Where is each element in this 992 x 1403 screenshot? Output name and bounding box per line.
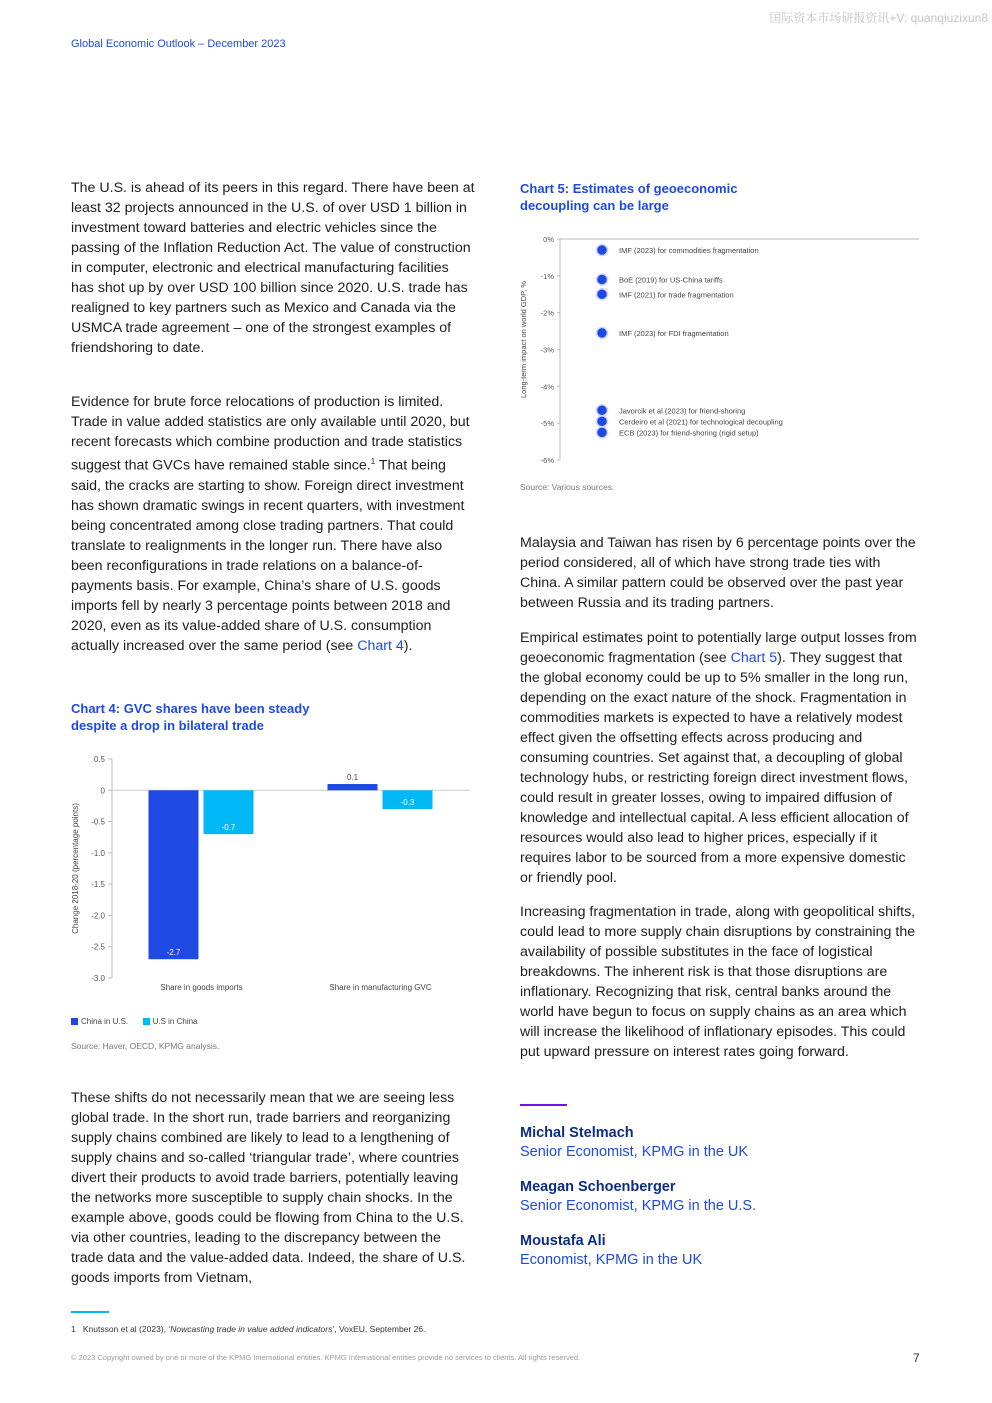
left-paragraph-1: The U.S. is ahead of its peers in this regard. There have been at least 32 projects announced in the U.S. of over USD 1 billion in investment toward batteries and electric vehicles since the passing of the Inflation Reduction Act. The value of construction in computer, electronic and electrical manufacturing facilities has shot up by over USD 100 billion since 2020. U.S. trade has realigned to key partners such as Mexico and Canada via the USMCA trade agreement – one of the strongest examples of friendshoring to date. — [71, 180, 475, 356]
left-paragraph-3: These shifts do not necessarily mean that we are seeing less global trade. In the short run, trade barriers and reorganizing supply chains combined are likely to lead to a lengthening of supply chains and so-called ‘triangular trade’, where countries divert their products to avoid trade barriers, potentially leaving the networks more susceptible to supply chain shocks. In the example above, goods could be flowing from China to the U.S. via other countries, leading to the discrepancy between the trade data and the value-added data. Indeed, the share of U.S. goods imports from Vietnam, — [71, 1090, 466, 1286]
right-paragraph-2 — [520, 628, 920, 888]
chart5-title-line-1: Chart 5: Estimates of geoeconomic — [520, 181, 738, 196]
scatter-point — [597, 327, 608, 338]
y-tick-label: -6% — [540, 456, 554, 465]
point-label: IMF (2023) for FDI fragmentation — [619, 328, 729, 338]
chart4-link[interactable]: Chart 4 — [357, 637, 404, 654]
author-title: Senior Economist, KPMG in the U.S. — [520, 1198, 757, 1214]
legend-swatch-us-in-china — [143, 1018, 150, 1025]
scatter-point — [597, 416, 608, 427]
author-2 — [520, 1179, 756, 1214]
y-tick-label: -1% — [540, 271, 554, 281]
author-name: Michal Stelmach — [520, 1125, 634, 1141]
right-p2-text-a: Empirical estimates point to potentially large output losses from geoeconomic fragmentation (see — [520, 630, 917, 666]
y-tick-label: -2.5 — [91, 942, 105, 952]
right-p2-text-b: ). They suggest that the global economy could be up to 5% smaller in the long run, depending on the exact nature of the shock. Fragmentation in commodities markets is expected to have a relatively modest effect given the offsetting effects across producing and consuming countries. Set against that, a decoupling of global technology hubs, or restricting foreign direct investment flows, could result in greater losses, owing to impaired diffusion of knowledge and intellectual capital. A less efficient allocation of resources would also lead to higher prices, especially if it requires labor to be sourced from a more expensive domestic or friendly pool. — [520, 650, 909, 886]
legend-item-china-in-us — [71, 1017, 128, 1026]
page-number: 7 — [913, 1351, 920, 1365]
y-tick-label: -5% — [540, 419, 554, 429]
chart4-source: Source: Haver, OECD, KPMG analysis. — [71, 1041, 220, 1051]
chart5-title — [520, 180, 737, 214]
legend-swatch-china-in-us — [71, 1018, 78, 1025]
author-1 — [520, 1125, 748, 1160]
chart4-plot — [60, 745, 480, 1005]
x-tick-label: Share in goods imports — [160, 983, 243, 992]
point-label: ECB (2023) for friend-shoring (rigid setup) — [619, 428, 759, 438]
watermark: 国际资本市场研报资讯+V: quanqiuzixun8 — [769, 11, 988, 25]
scatter-point — [597, 245, 608, 256]
y-tick-label: 0% — [543, 235, 554, 244]
copyright-footer: © 2023 Copyright owned by one or more of the KPMG International entities. KPMG International entities provide no services to clients. All rights reserved. — [71, 1353, 581, 1362]
left-p2-text-a: Evidence for brute force relocations of production is limited. Trade in value added statistics are only available until 2020, but recent forecasts which combine production and trade statistics suggest that GVCs have remained stable since. — [71, 394, 470, 474]
y-axis-title: Change 2018-20 (percentage points) — [71, 803, 80, 934]
footnote-number: 1 — [71, 1324, 76, 1334]
y-tick-label: -2.0 — [91, 911, 105, 921]
y-tick-label: -1.0 — [91, 848, 105, 858]
author-name: Meagan Schoenberger — [520, 1179, 676, 1195]
point-label: BoE (2019) for US-China tariffs — [619, 275, 723, 285]
footnote-divider — [71, 1311, 109, 1313]
scatter-point — [597, 405, 608, 416]
footnote-text-b: ’, VoxEU, September 26. — [332, 1324, 426, 1334]
legend-label-us-in-china: U.S in China — [152, 1017, 198, 1026]
chart4-title-line-1: Chart 4: GVC shares have been steady — [71, 701, 310, 716]
y-tick-label: -1.5 — [91, 880, 105, 890]
legend-label-china-in-us: China in U.S. — [81, 1017, 129, 1026]
chart5-plot — [514, 228, 924, 473]
bar-data-label: -0.7 — [221, 823, 236, 833]
left-p2-text-end: ). — [403, 637, 413, 654]
chart5-title-line-2: decoupling can be large — [520, 198, 669, 213]
authors-divider — [520, 1104, 567, 1106]
footnote-ref[interactable]: 1 — [370, 457, 376, 466]
point-label: Javorcik et al (2023) for friend-shoring — [619, 406, 746, 416]
chart5-link[interactable]: Chart 5 — [730, 650, 778, 666]
y-tick-label: -4% — [540, 382, 554, 392]
author-3 — [520, 1233, 702, 1268]
point-label: IMF (2023) for commodities fragmentation — [619, 246, 759, 256]
point-label: IMF (2021) for trade fragmentation — [619, 290, 734, 300]
right-paragraph-3: Increasing fragmentation in trade, along with geopolitical shifts, could lead to more supply chain disruptions by constraining the availability of possible substitutes in the face of logistical breakdowns. The inherent risk is that those disruptions are inflationary. Recognizing that risk, central banks around the world have begun to focus on supply chains as an area which will increase the likelihood of inflationary episodes. This could put upward pressure on interest rates going forward. — [520, 904, 916, 1060]
y-tick-label: -3% — [540, 345, 554, 355]
left-p2-text-b: That being said, the cracks are starting to show. Foreign direct investment has shown dramatic swings in recent quarters, with investment being concentrated among close trading partners. That could translate to realignments in the longer run. There have also been reconfigurations in trade relations on a balance-of-payments basis. For example, China’s share of U.S. goods imports fell by nearly 3 percentage points between 2018 and 2020, even as its value-added share of U.S. consumption actually increased over the same period (see — [71, 457, 465, 654]
bar — [328, 784, 378, 790]
chart5-source: Source: Various sources. — [520, 482, 615, 492]
point-label: Cerdeiro et al (2021) for technological decoupling — [619, 417, 783, 427]
right-paragraph-1: Malaysia and Taiwan has risen by 6 percentage points over the period considered, all of which have strong trade ties with China. A similar pattern could be observed over the past year between Russia and its trading partners. — [520, 535, 916, 611]
bar-data-label: 0.1 — [346, 773, 359, 783]
footnote-article-title: Nowcasting trade in value added indicators — [170, 1324, 333, 1334]
footnote — [71, 1324, 425, 1334]
chart4-legend — [71, 1012, 208, 1030]
y-tick-label: 0.5 — [93, 755, 105, 764]
bar — [149, 790, 199, 959]
footnote-text-a: Knutsson et al (2023), ‘ — [82, 1324, 171, 1334]
bar-data-label: -0.3 — [400, 798, 415, 808]
y-tick-label: -2% — [540, 308, 554, 318]
left-paragraph-2 — [71, 392, 475, 656]
x-tick-label: Share in manufacturing GVC — [329, 983, 432, 992]
author-title: Senior Economist, KPMG in the UK — [520, 1144, 749, 1160]
legend-item-us-in-china — [143, 1017, 198, 1026]
author-title: Economist, KPMG in the UK — [520, 1252, 703, 1268]
y-tick-label: 0 — [100, 786, 105, 796]
scatter-point — [597, 274, 608, 285]
scatter-point — [597, 427, 608, 438]
document-header: Global Economic Outlook – December 2023 — [71, 38, 286, 50]
scatter-point — [597, 289, 608, 300]
y-axis-title: Long-term impact on world GDP, % — [519, 281, 528, 398]
chart4-title-line-2: despite a drop in bilateral trade — [71, 718, 264, 733]
chart4-title — [71, 700, 309, 734]
author-name: Moustafa Ali — [520, 1233, 606, 1249]
bar-data-label: -2.7 — [166, 948, 181, 958]
y-tick-label: -0.5 — [91, 817, 105, 827]
y-tick-label: -3.0 — [91, 974, 105, 983]
